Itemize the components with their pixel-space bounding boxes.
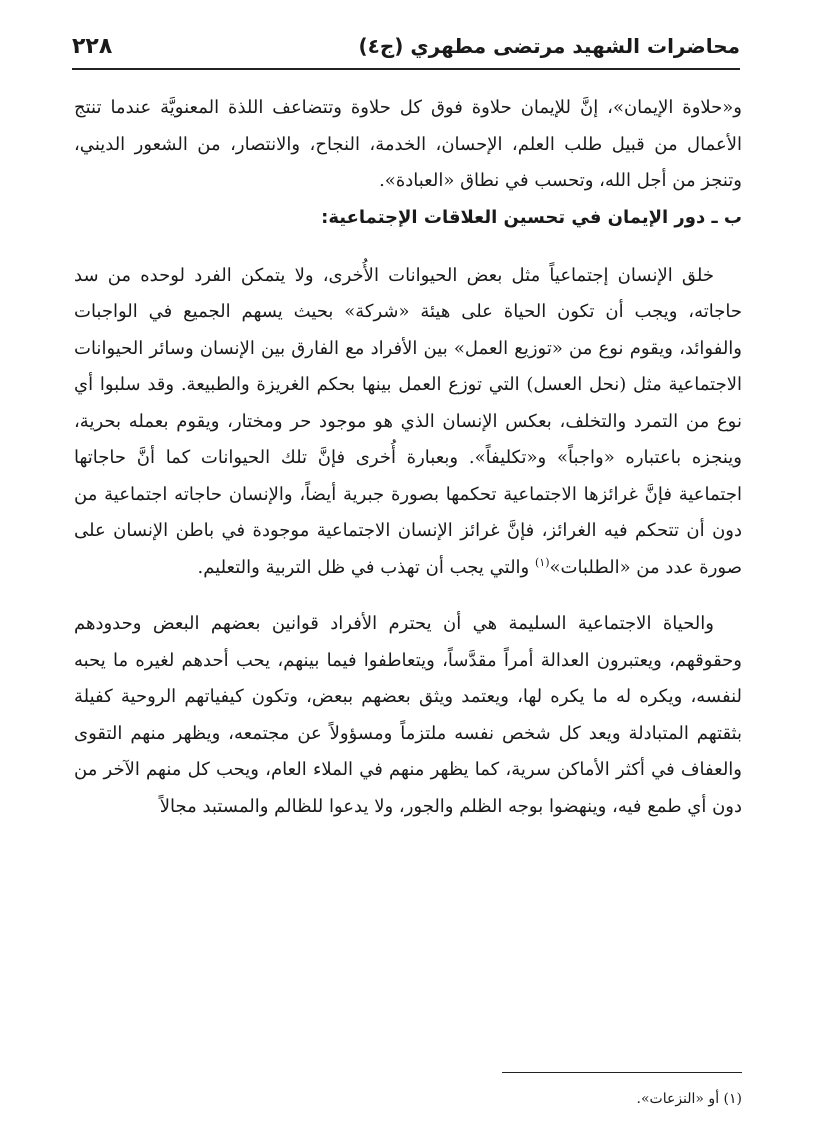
paragraph-social-nature-tail: والتي يجب أن تهذب في ظل التربية والتعليم. <box>197 556 535 578</box>
paragraph-healthy-social-life: والحياة الاجتماعية السليمة هي أن يحترم الأفراد قوانين بعضهم البعض وحدودهم وحقوقهم، ويعتبرون العدالة أمراً مقدَّساً، ويتعاطفوا فيما بينهم، يحب أحدهم لغيره ما يحبه لنفسه، ويكره له ما يكره لها، ويعتمد ويثق بعضهم ببعض، وتكون كيفياتهم الروحية كفيلة بثقتهم المتبادلة ويعد كل شخص نفسه ملتزماً ومسؤولاً عن مجتمعه، ويظهر منهم التقوى والعفاف في أكثر الأماكن سرية، كما يظهر منهم في الملاء العام، ويحب كل منهم الآخر من دون أي طمع فيه، وينهضوا بوجه الظلم والجور، ولا يدعوا للظالم والمستبد مجالاً <box>74 613 742 817</box>
footnote: (١) أو «النزعات». <box>636 1091 742 1107</box>
paragraph-sweetness-of-faith: و«حلاوة الإيمان»، إنَّ للإيمان حلاوة فوق كل حلاوة وتتضاعف اللذة المعنويَّة عندما تنتج الأعمال من قبيل طلب العلم، الإحسان، الخدمة، النجاح، والانتصار، من الشعور الديني، وتنجز من أجل الله، وتحسب في نطاق «العبادة». <box>74 97 743 191</box>
running-header <box>72 28 740 64</box>
footnote-rule <box>502 1072 742 1073</box>
section-heading-social-relations: ب ـ دور الإيمان في تحسين العلاقات الإجتماعية: <box>321 206 742 228</box>
book-title: محاضرات الشهيد مرتضى مطهري (ج٤) <box>358 34 740 58</box>
body-text <box>74 90 742 825</box>
paragraph-social-nature <box>74 258 742 587</box>
header-rule <box>72 68 740 70</box>
page-number: ٢٢٨ <box>72 33 113 59</box>
footnote-marker: (١) <box>534 555 550 569</box>
paragraph-social-nature-text: خلق الإنسان إجتماعياً مثل بعض الحيوانات الأُخرى، ولا يتمكن الفرد لوحده من سد حاجاته، ويجب أن تكون الحياة على هيئة «شركة» بحيث يسهم الجميع في الواجبات والفوائد، ويقوم نوع من «توزيع العمل» بين الأفراد مع الفارق بين الإنسان وسائر الحيوانات الاجتماعية مثل (نحل العسل) التي توزع العمل بينها بحكم الغريزة والطبيعة. وقد سلبوا أي نوع من التمرد والتخلف، بعكس الإنسان الذي هو موجود حر ومختار، ويقوم بعمله بحرية، وينجزه باعتباره «واجباً» و«تكليفاً». وبعبارة أُخرى فإنَّ تلك الحيوانات كما أنَّ حاجاتها اجتماعية فإنَّ غرائزها الاجتماعية تحكمها بصورة جبرية أيضاً، والإنسان حاجاته اجتماعية من دون أن تتحكم فيه الغرائز، فإنَّ غرائز الإنسان الاجتماعية موجودة في باطن الإنسان على صورة عدد من «الطلبات» <box>74 264 742 578</box>
